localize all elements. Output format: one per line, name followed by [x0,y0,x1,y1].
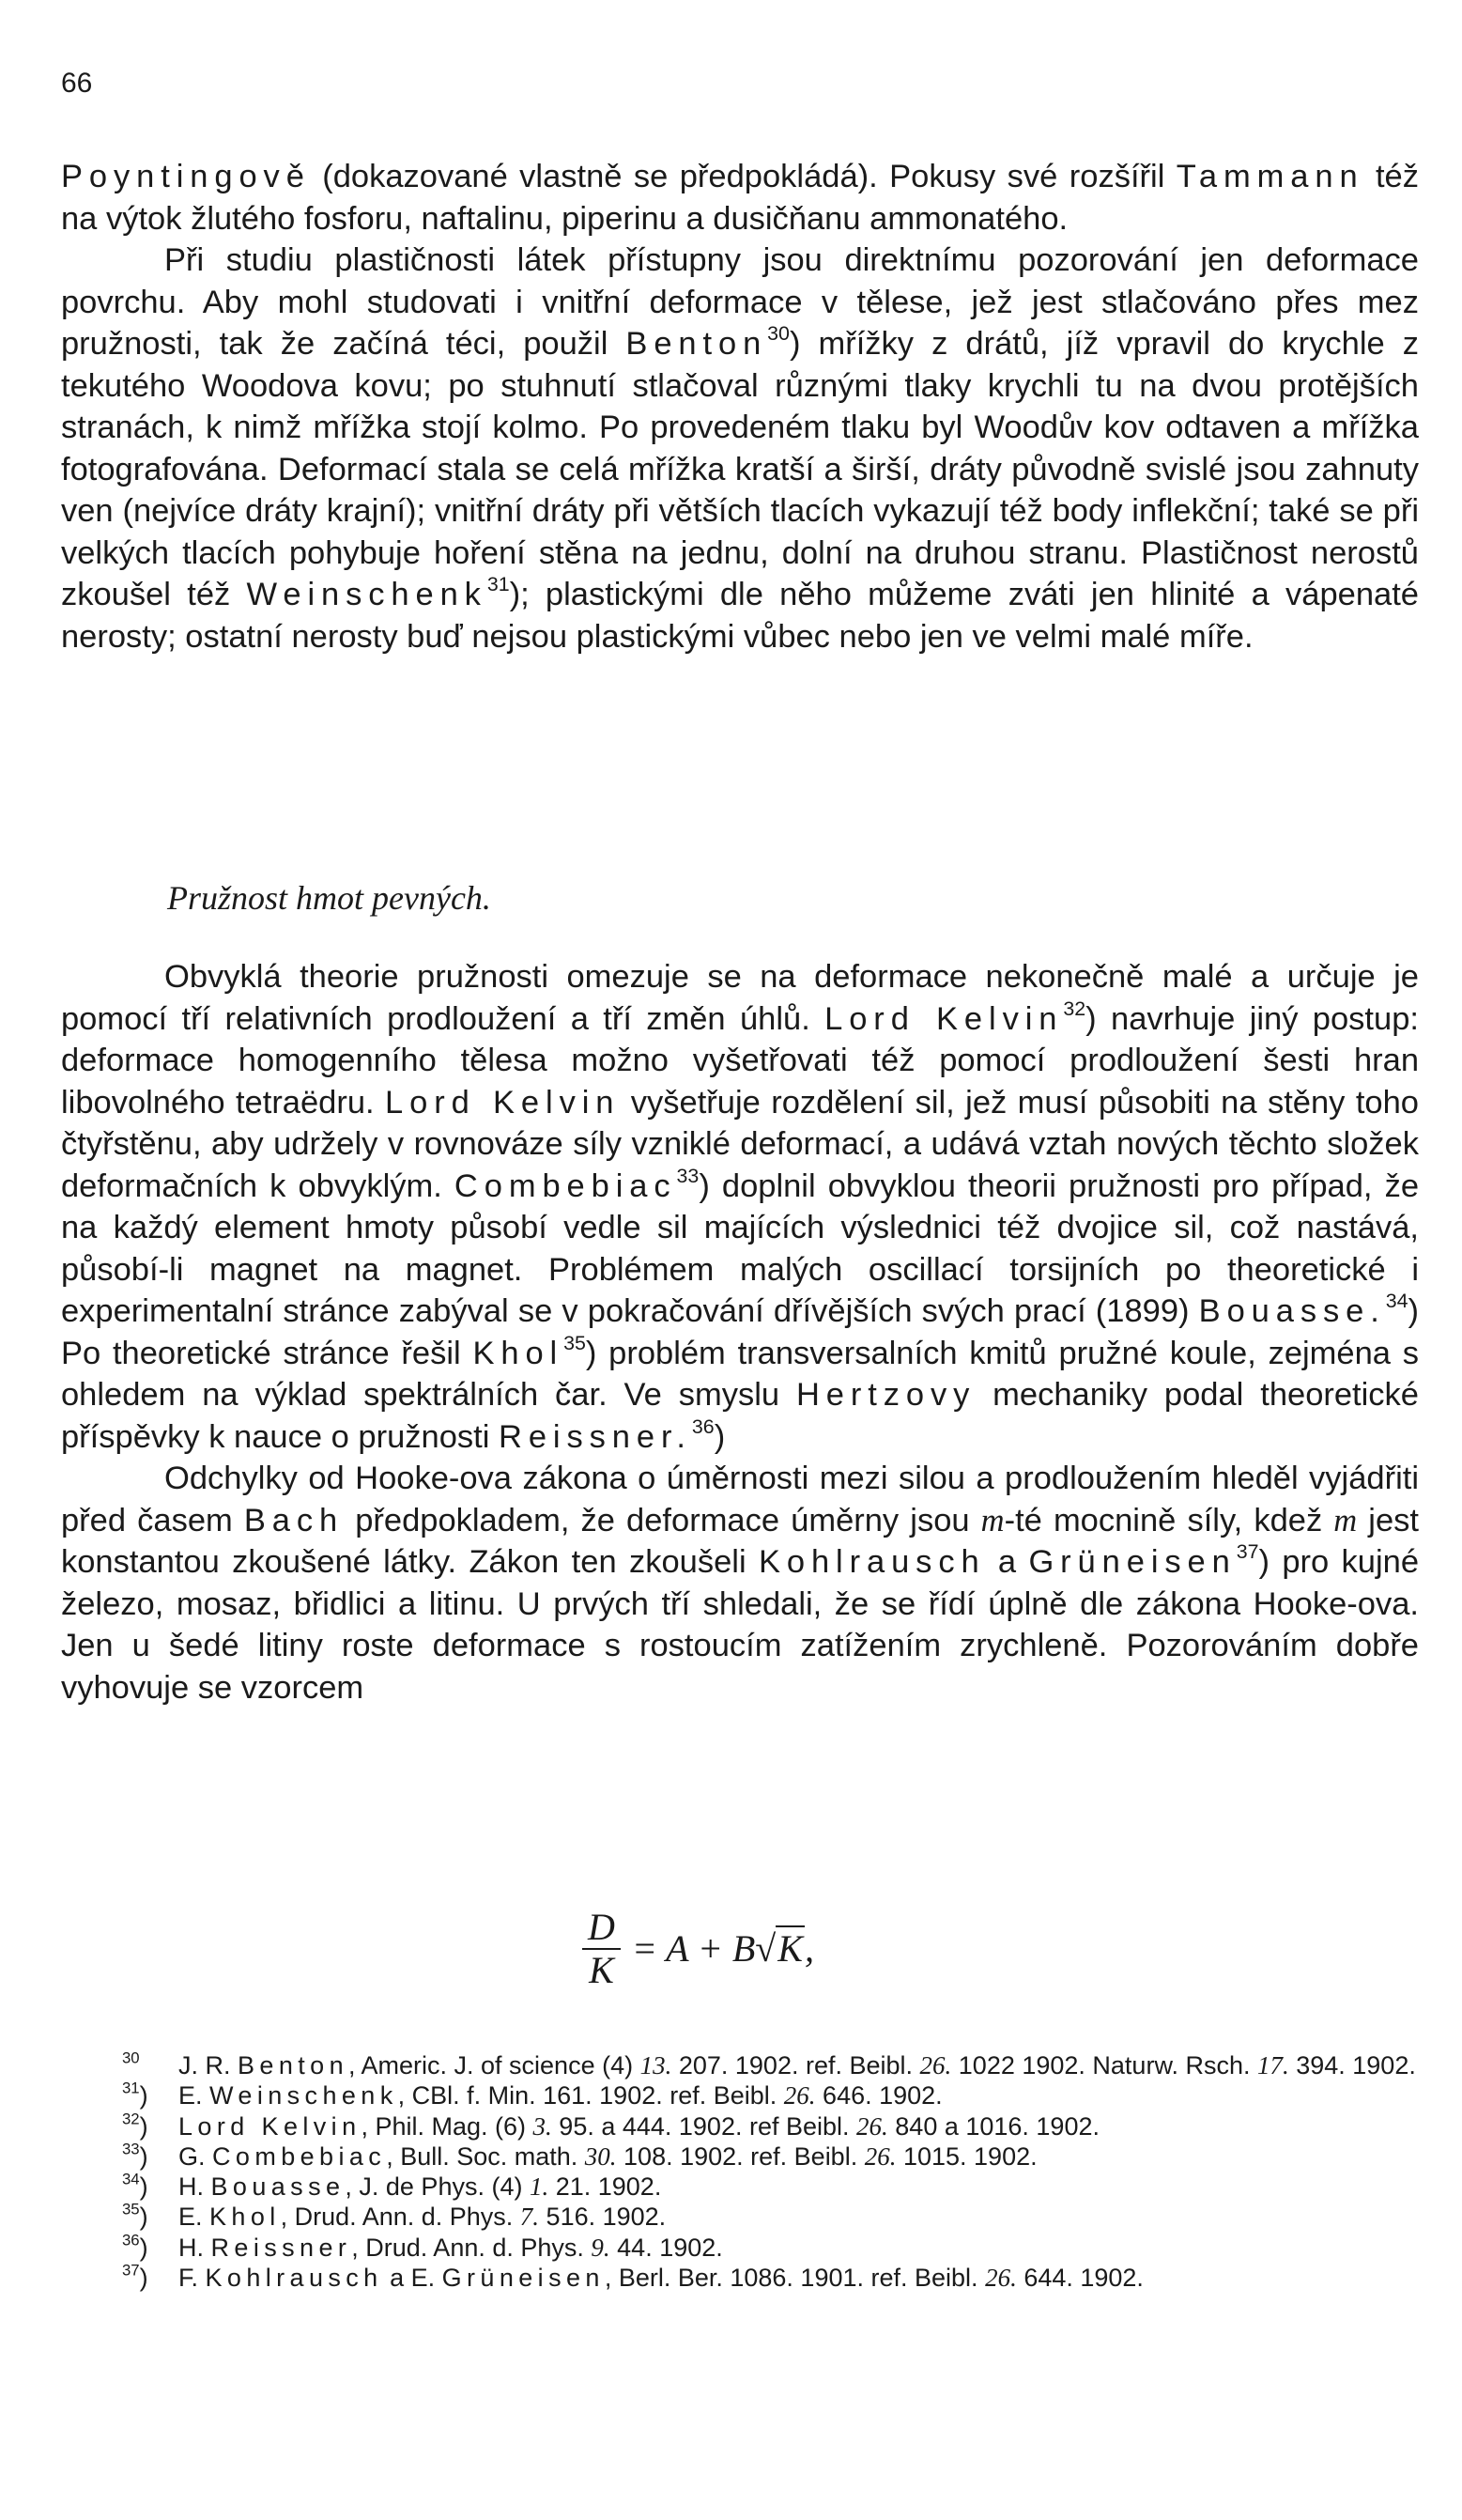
spaced-name: Weinschenk [209,2081,398,2110]
formula-trailing: , [804,1927,814,1970]
text-run: mechaniky podal theoretické příspěvky k nauce o pružnosti [61,1377,1419,1455]
text-run: , Drud. Ann. d. Phys. [351,2233,592,2262]
spaced-name: Reissner [210,2233,352,2262]
text-run: Odchylky od Hooke-ova zákona o úměrnosti mezi silou a prodloužením hleděl vyjádřiti před časem [61,1461,1419,1538]
text-run: ); plastickými dle něho můžeme zváti jen hlinité a vápenaté nerosty; ostatní nerosty buď nejsou plastickými vůbec nebo jen ve velmi malé míře. [61,577,1419,655]
footnote-mark: $^{37}$) [122,2261,148,2293]
text-run: a E. [382,2264,442,2293]
body-text-part1 [61,156,1419,657]
text-run: ) problém transversalních kmitů pružné koule, zejména s ohledem na výklad spektrálních čar. Ve smyslu [61,1335,1419,1413]
section-heading: Pružnost hmot pevných. [167,879,491,917]
footnote-mark: $^{31}$) [122,2079,148,2110]
formula-radicand: K [777,1927,803,1970]
reference-mark: 36 [691,1415,715,1438]
italic-text: 7. [519,2203,540,2232]
text-run: vyšetřuje rozdělení sil, jež musí působiti na stěny toho čtyřstěnu, aby udržely v rovnováze síly vzniklé deformací, a udává vztah nových těchto složek deformačních k obvyklým. [61,1084,1419,1204]
paragraph [61,156,1419,240]
spaced-name: Lord Kelvin [824,1000,1064,1037]
italic-text: 30. [584,2141,617,2171]
text-run: 646. 1902. [815,2081,943,2110]
text-run: ) navrhuje jiný postup: deformace homogenního tělesa možno vyšetřovati též pomocí prodloužení šesti hran libovolného tetraëdru. [61,1000,1419,1121]
text-run: E. [178,2081,210,2110]
spaced-name: Bouasse [210,2172,346,2202]
text-run: H. [178,2233,211,2262]
reference-mark: 34 [1385,1290,1408,1313]
text-run: Při studiu plastičnosti látek přístupny jsou direktnímu pozorování jen deformace povrchu. Aby mohl studovati i vnitřní deformace v tělese, jež jest stlačováno přes mez pružnosti, tak že začíná téci, použil [61,242,1419,362]
formula-rhs-prefix: = A + B [631,1927,756,1970]
footnote [61,2141,1418,2172]
spaced-name: Kohlrausch [205,2264,383,2293]
spaced-name: Combebiac [212,2141,387,2171]
footnote-mark: $^{32}$) [122,2109,148,2141]
text-run: -té mocnině síly, kdež [1004,1502,1334,1538]
footnote [61,2111,1418,2141]
text-run: H. [178,2172,211,2202]
text-run: jest konstantou zkoušené látky. Zákon ten zkoušeli [61,1502,1419,1580]
text-run: , Americ. J. of science (4) [348,2051,640,2079]
text-run: ) Po theoretické stránce řešil [61,1293,1419,1371]
italic-text: 26. [783,2081,816,2110]
italic-text: 1. [529,2172,549,2202]
footnote [61,2202,1418,2232]
footnote-mark: $^{35}$) [122,2200,148,2232]
text-run: 644. 1902. [1016,2264,1144,2293]
formula-fraction [582,1907,621,1991]
spaced-name: Grüneisen [1028,1544,1237,1580]
spaced-name: Poyntingově [61,159,311,194]
text-run: ) doplnil obvyklou theorii pružnosti pro případ, že na každý element hmoty působí vedle sil majících výslednici též dvojice sil, což nastává, působí-li magnet na magnet. Problémem malých oscillací torsijních po theoretické i experimentalní stránce zabýval se v pokračování dřívějších svých prací (1899) [61,1167,1420,1329]
text-run: 516. 1902. [539,2203,667,2232]
footnote-mark: 30 [122,2048,140,2067]
spaced-name: Lord Kelvin [178,2111,362,2141]
text-run: , Phil. Mag. (6) [361,2111,533,2141]
italic-text: 26. [856,2111,888,2141]
spaced-name: Hertzovy [795,1377,977,1413]
text-run: G. [178,2141,213,2171]
text-run: (dokazované vlastně se předpokládá). Pokusy své rozšířil [310,159,1177,194]
paragraph [61,956,1419,1458]
text-run: ) mřížky z drátů, jíž vpravil do krychle z tekutého Woodova kovu; po stuhnutí stlačoval různými tlaky krychli tu na dvou protějších stranách, k nimž mřížka stojí kolmo. Po provedeném tlaku byl Woodův kov odtaven a mřížka fotografována. Deformací stala se celá mřížka kratší a širší, dráty původně svislé jsou zahnuty ven (nejvíce dráty krajní); vnitřní dráty při větších tlacích vykazují též body inflekční; také se při velkých tlacích pohybuje hoření stěna na jednu, dolní na druhou stranu. Plastičnost nerostů zkoušel též [61,326,1419,612]
spaced-name: Bouasse. [1198,1293,1386,1329]
page-number: 66 [61,68,93,99]
footnote [61,2080,1418,2110]
reference-mark: 35 [563,1331,586,1354]
text-run: , CBl. f. Min. 161. 1902. ref. Beibl. [397,2081,784,2110]
text-run: 840 a 1016. 1902. [887,2111,1100,2141]
italic-text: 13. [639,2051,672,2079]
spaced-name: Khol [472,1335,564,1371]
italic-text: 26. [864,2141,897,2171]
text-run: ) [714,1418,726,1455]
reference-mark: 31 [486,573,510,596]
text-run: 1022 1902. Naturw. Rsch. [951,2051,1257,2079]
spaced-name: Bach [243,1502,345,1538]
spaced-name: Tammann [1176,159,1364,194]
text-run: , Drud. Ann. d. Phys. [280,2203,520,2232]
text-run: předpokladem, že deformace úměrny jsou [344,1502,981,1538]
reference-mark: 33 [676,1164,700,1187]
text-run: ) pro kujné železo, mosaz, břidlici a litinu. U prvých tří shledali, že se řídí úplně dle zákona Hooke-ova. Jen u šedé litiny roste deformace s rostoucím zatížením zrychleně. Pozorováním dobře vyhovuje se vzorcem [61,1544,1420,1706]
italic-text: m [980,1502,1005,1538]
footnote [61,2263,1418,2293]
text-run: , Berl. Ber. 1086. 1901. ref. Beibl. [604,2264,986,2293]
reference-mark: 30 [767,322,790,346]
reference-mark: 32 [1063,997,1086,1020]
formula [582,1907,814,1991]
text-run: 207. 1902. ref. Beibl. [671,2051,920,2079]
text-run: též na výtok žlutého fosforu, naftalinu, piperinu a dusičňanu ammonatého. [61,159,1419,237]
formula-sqrt-sign: √ [755,1927,777,1970]
text-run: 21. 1902. [548,2172,662,2202]
text-run: E. [178,2203,210,2232]
italic-text: 26. [919,2051,952,2079]
spaced-name: Benton [625,326,768,362]
footnote-rule [61,2022,296,2023]
text-run: J. R. [178,2051,239,2079]
spaced-name: Weinschenk [246,577,487,612]
footnote [61,2233,1418,2263]
italic-text: 9. [591,2233,610,2262]
text-run: Obvyklá theorie pružnosti omezuje se na deformace nekonečně malé a určuje je pomocí tří relativních prodloužení a tří změn úhlů. [61,959,1419,1037]
footnote-mark: $^{33}$) [122,2140,148,2171]
italic-text: 26. [985,2264,1017,2293]
body-text-part2 [61,956,1419,1708]
spaced-name: Benton [238,2051,348,2079]
footnotes [61,2050,1418,2293]
footnote-mark: $^{34}$) [122,2170,148,2202]
text-run: , J. de Phys. (4) [345,2172,530,2202]
italic-text: m [1333,1502,1358,1538]
text-run: 108. 1902. ref. Beibl. [616,2141,865,2171]
footnote [61,2172,1418,2202]
text-run: a [985,1544,1029,1580]
text-run: 95. a 444. 1902. ref Beibl. [551,2111,857,2141]
footnote [61,2050,1418,2080]
spaced-name: Combebiac [454,1167,677,1204]
text-run: , Bull. Soc. math. [386,2141,585,2171]
formula-numerator: D [582,1907,621,1950]
italic-text: 3. [532,2111,552,2141]
spaced-name: Kohlrausch [758,1544,986,1580]
spaced-name: Khol [209,2203,281,2232]
formula-denominator: K [589,1949,614,1991]
spaced-name: Lord Kelvin [385,1084,621,1121]
text-run: 394. 1902. [1288,2051,1416,2079]
paragraph [61,1458,1419,1708]
spaced-name: Grüneisen [441,2264,605,2293]
italic-text: 17. [1256,2051,1289,2079]
formula-rhs [632,1928,814,1970]
spaced-name: Reissner. [499,1418,692,1455]
reference-mark: 37 [1236,1540,1259,1564]
text-run: 44. 1902. [609,2233,723,2262]
paragraph [61,240,1419,657]
text-run: 1015. 1902. [896,2141,1038,2171]
footnote-mark: $^{36}$) [122,2231,148,2262]
text-run: F. [178,2264,206,2293]
